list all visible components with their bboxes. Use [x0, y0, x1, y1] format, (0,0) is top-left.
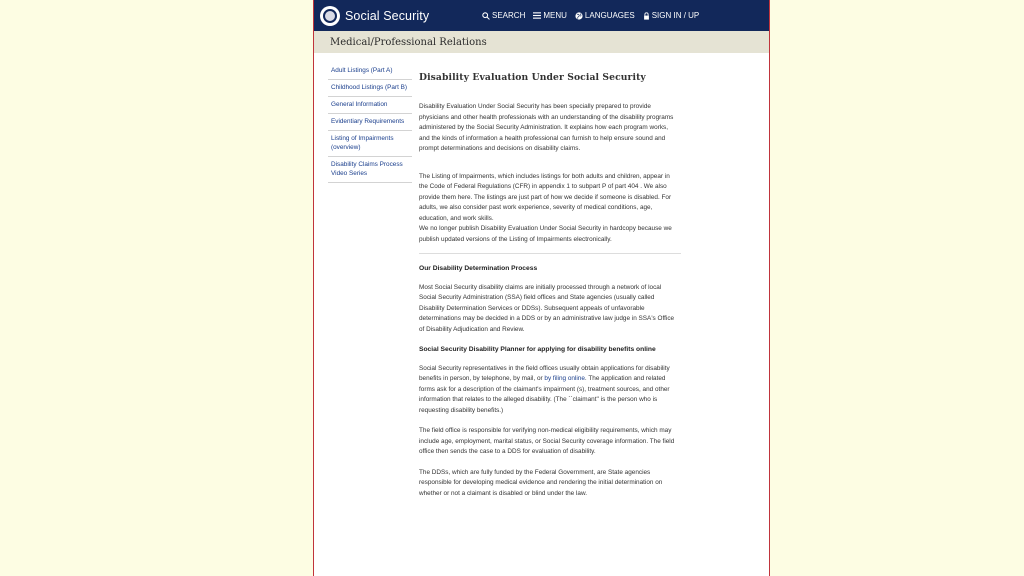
- main-content: [419, 72, 679, 509]
- search-label: SEARCH: [492, 11, 526, 20]
- top-navbar: [314, 0, 769, 31]
- menu-icon: [533, 12, 541, 19]
- planner-heading: Social Security Disability Planner for applying for disability benefits online: [419, 346, 656, 353]
- lock-icon: [643, 12, 650, 20]
- sidebar-item-general-information[interactable]: General Information: [328, 97, 412, 114]
- signin-link[interactable]: [643, 11, 700, 20]
- sidebar-item-listing-of-impairments[interactable]: Listing of Impairments (overview): [328, 131, 412, 157]
- languages-label: LANGUAGES: [584, 11, 635, 20]
- signin-label: SIGN IN / UP: [651, 11, 700, 20]
- intro-paragraph: Disability Evaluation Under Social Security has been specially prepared to provide physicians and other health professionals with an understanding of the disability programs administered by the Social Security Administration. It explains how each program works, and the kinds of information a health professional can furnish to help ensure sound and prompt determinations and decisions on disability claims.: [419, 103, 674, 152]
- globe-icon: [575, 12, 583, 20]
- representatives-text-start: Social Security representatives in the field offices usually obtain applications for disability benefits in person, by telephone, by mail, or: [419, 364, 670, 382]
- filing-online-link[interactable]: by filing online: [544, 375, 585, 382]
- menu-link[interactable]: [533, 11, 567, 20]
- sidebar-item-adult-listings[interactable]: Adult Listings (Part A): [328, 63, 412, 80]
- search-icon: [482, 12, 490, 20]
- sidebar-item-childhood-listings[interactable]: Childhood Listings (Part B): [328, 80, 412, 97]
- languages-link[interactable]: [575, 11, 635, 20]
- representatives-paragraph: [419, 364, 679, 417]
- process-paragraph: Most Social Security disability claims are initially processed through a network of local Social Security Administration (SSA) field offices and State agencies (usually called Disability Determination Services or DDSs). Subsequent appeals of unfavorable determinations may be decided in a DDS or by an administrative law judge in SSA's Office of Disability Adjudication and Review.: [419, 283, 675, 333]
- nav-links: [482, 0, 699, 31]
- menu-label: MENU: [543, 11, 567, 20]
- representatives-text-end: . The application and related forms ask for a description of the claimant's impairment (s), treatment sources, and other information that relates to the alleged disability. (The ``claimant'' is the person who is requesting disability benefits.): [419, 375, 670, 414]
- field-office-paragraph: The field office is responsible for verifying non-medical eligibility requirements, which may include age, employment, marital status, or Social Security coverage information. The field office then sends the case to a DDS for evaluation of disability.: [419, 427, 675, 455]
- listings-paragraph: The Listing of Impairments, which includes listings for both adults and children, appear in the Code of Federal Regulations (CFR) in appendix 1 to subpart P of part 404 . We also provide them here. The listings are just part of how we decide if someone is disabled. For adults, we also consider past work experience, severity of medical conditions, age, education, and work skills.: [419, 172, 672, 222]
- section-banner: [314, 31, 769, 53]
- page-title: Disability Evaluation Under Social Security: [419, 72, 646, 83]
- sidebar-item-video-series[interactable]: Disability Claims Process Video Series: [328, 157, 412, 183]
- dds-paragraph: The DDSs, which are fully funded by the Federal Government, are State agencies responsible for developing medical evidence and rendering the initial determination on whether or not a claimant is disabled or blind under the law.: [419, 468, 663, 497]
- sidebar-nav: [328, 63, 412, 183]
- brand-name[interactable]: Social Security: [345, 8, 430, 23]
- process-heading: Our Disability Determination Process: [419, 265, 538, 272]
- page-frame: [313, 0, 770, 576]
- search-link[interactable]: [482, 11, 525, 20]
- section-title: Medical/Professional Relations: [330, 36, 487, 48]
- sidebar-item-evidentiary-requirements[interactable]: Evidentiary Requirements: [328, 114, 412, 131]
- hardcopy-paragraph: We no longer publish Disability Evaluation Under Social Security in hardcopy because we publish updated versions of the Listing of Impairments electronically.: [419, 225, 672, 243]
- ssa-seal-logo[interactable]: [320, 6, 340, 26]
- section-divider: [419, 253, 681, 254]
